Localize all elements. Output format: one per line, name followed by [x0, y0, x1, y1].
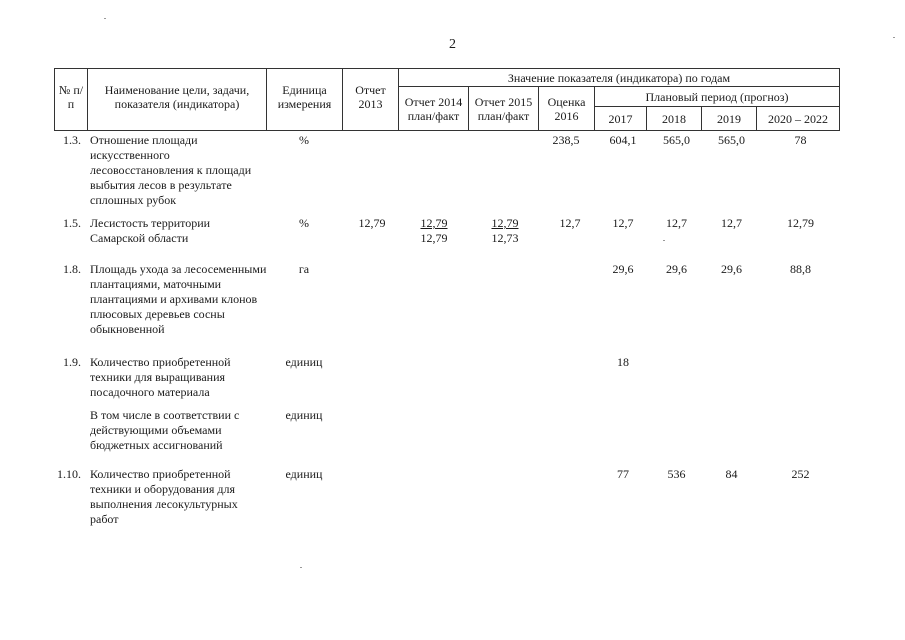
row-report-2013: 12,79 — [358, 216, 386, 230]
row-2019: 29,6 — [721, 262, 742, 276]
header-year-2018: 2018 — [647, 107, 702, 131]
row-2018: 565,0 — [663, 133, 690, 147]
row-name: Площадь ухода за лесосеменными плантациями, маточными плантациями и архивами клонов плюсовых деревьев сосны обыкновенной — [90, 262, 267, 336]
page-number: 2 — [449, 37, 456, 52]
header-year-2017: 2017 — [595, 107, 647, 131]
row-number: 1.10. — [57, 467, 81, 481]
row-2017: 604,1 — [609, 133, 637, 147]
row-2017: 77 — [617, 467, 629, 481]
row-2020-2022: 12,79 — [787, 216, 814, 230]
row-unit: % — [299, 133, 309, 147]
row-unit: единиц — [285, 408, 323, 422]
row-unit: единиц — [285, 355, 323, 369]
header-estimate-2016: Оценка 2016 — [539, 87, 595, 131]
header-num: № п/п — [55, 69, 88, 131]
header-unit: Единица измерения — [267, 69, 343, 131]
row-number: 1.8. — [63, 262, 81, 276]
row-estimate-2016: 238,5 — [552, 133, 580, 147]
scan-speck — [893, 37, 895, 38]
row-number: 1.3. — [63, 133, 81, 147]
row-2014-fact: 12,79 — [420, 231, 448, 245]
row-2019: 565,0 — [718, 133, 745, 147]
header-year-2020-2022: 2020 – 2022 — [757, 107, 840, 131]
row-name: Лесистость территории Самарской области — [90, 216, 211, 245]
row-2020-2022: 88,8 — [790, 262, 811, 276]
row-2018: 12,7 — [666, 216, 687, 230]
header-name: Наименование цели, задачи, показателя (индикатора) — [88, 69, 267, 131]
row-number: 1.5. — [63, 216, 81, 230]
row-unit: га — [298, 262, 310, 276]
row-number: 1.9. — [63, 355, 81, 369]
row-2014-plan: 12,79 — [420, 216, 448, 230]
header-report-2015: Отчет 2015 план/факт — [469, 87, 539, 131]
row-2017: 12,7 — [612, 216, 634, 230]
row-unit: % — [299, 216, 309, 230]
header-report-2013: Отчет 2013 — [343, 69, 399, 131]
row-2018: 536 — [667, 467, 686, 481]
row-estimate-2016: 12,7 — [559, 216, 581, 230]
row-2017: 18 — [617, 355, 629, 369]
scan-speck — [300, 567, 302, 568]
row-unit: единиц — [285, 467, 323, 481]
header-plan-period: Плановый период (прогноз) — [595, 87, 840, 107]
row-2015-fact: 12,73 — [491, 231, 519, 245]
row-2019: 84 — [725, 467, 738, 481]
row-name: Отношение площади искусственного лесовосстановления к площади выбытия лесов в результате сплошных рубок — [90, 133, 252, 207]
row-2020-2022: 78 — [794, 133, 807, 147]
row-2020-2022: 252 — [791, 467, 810, 481]
row-2017: 29,6 — [612, 262, 634, 276]
row-2019: 12,7 — [721, 216, 742, 230]
row-name: Количество приобретенной техники для выращивания посадочного материала — [90, 355, 231, 399]
row-name: В том числе в соответствии с действующими объемами бюджетных ассигнований — [90, 408, 240, 452]
row-2015-plan: 12,79 — [491, 216, 519, 230]
header-report-2014: Отчет 2014 план/факт — [399, 87, 469, 131]
scan-speck — [104, 18, 106, 19]
row-2018: 29,6 — [666, 262, 687, 276]
row-name: Количество приобретенной техники и оборудования для выполнения лесокультурных работ — [90, 467, 238, 526]
header-values-by-year: Значение показателя (индикатора) по годам — [399, 69, 840, 87]
scan-speck — [663, 240, 665, 241]
header-year-2019: 2019 — [702, 107, 757, 131]
